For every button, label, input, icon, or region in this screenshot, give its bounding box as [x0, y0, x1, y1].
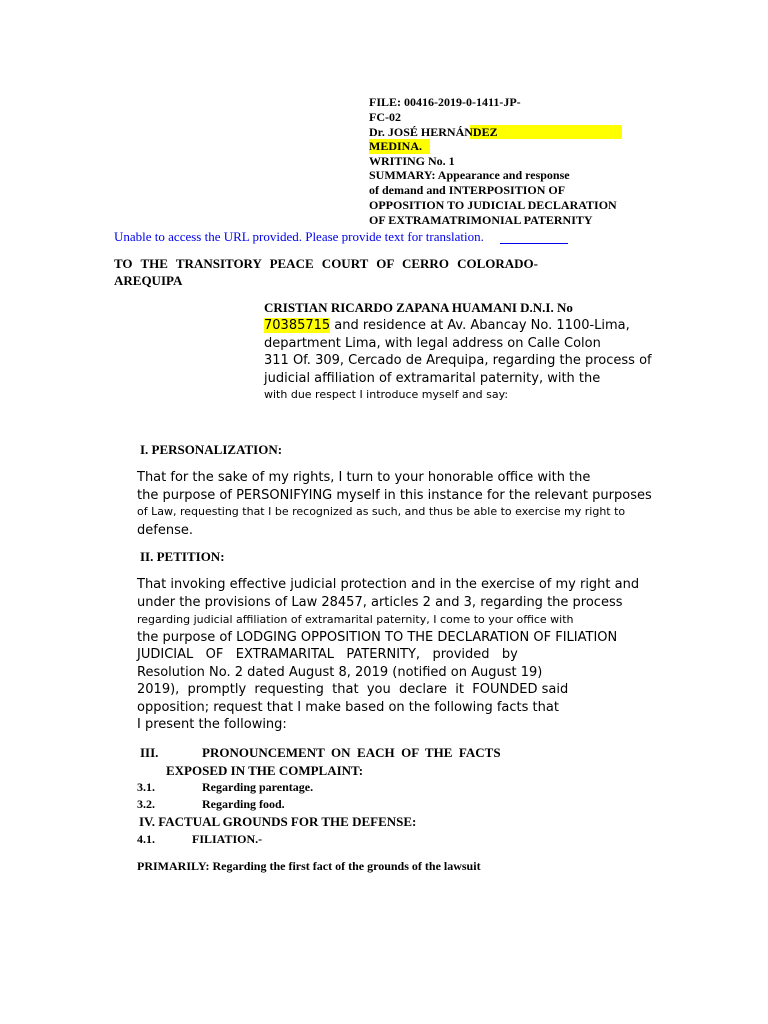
section-1-line3: of Law, requesting that I be recognized as such, and thus be able to exercise my right to — [137, 505, 626, 518]
section-3-item2-label: Regarding food. — [202, 797, 285, 811]
addressee-line1-text: TO THE TRANSITORY PEACE COURT OF CERRO COLORADO- — [114, 256, 538, 271]
intro-line3: 311 Of. 309, Cercado de Arequipa, regarding the process of — [264, 353, 652, 368]
section-2-line6: Resolution No. 2 dated August 8, 2019 (notified on August 19) — [137, 665, 543, 680]
summary-line2: of demand and INTERPOSITION OF — [369, 183, 566, 197]
link-underline — [500, 243, 568, 244]
intro-line2: department Lima, with legal address on Calle Colon — [264, 336, 601, 351]
writing-number: WRITING No. 1 — [369, 154, 455, 168]
summary-line3: OPPOSITION TO JUDICIAL DECLARATION — [369, 198, 617, 212]
summary-line1: SUMMARY: Appearance and response — [369, 168, 570, 182]
section-3-title-line2: EXPOSED IN THE COMPLAINT: — [166, 763, 364, 778]
file-number-line1: FILE: 00416-2019-0-1411-JP- — [369, 95, 521, 109]
section-3-item1-number: 3.1. — [137, 780, 155, 794]
section-4-item-label: FILIATION.- — [192, 832, 263, 846]
section-2-title: II. PETITION: — [140, 549, 225, 564]
section-2-line8: opposition; request that I make based on the following facts that — [137, 700, 559, 715]
primarily-line — [137, 859, 481, 874]
section-3-title-line1: PRONOUNCEMENT ON EACH OF THE FACTS — [202, 745, 501, 760]
section-2-line4: the purpose of LODGING OPPOSITION TO THE DECLARATION OF FILIATION — [137, 630, 618, 645]
dni-number: 70385715 — [264, 318, 331, 333]
judge-name-line2: MEDINA. — [369, 139, 430, 154]
section-4-title: IV. FACTUAL GROUNDS FOR THE DEFENSE: — [139, 814, 417, 829]
section-4-item-number: 4.1. — [137, 832, 155, 846]
judge-name-part1: Dr. JOSÉ HERN — [369, 125, 456, 139]
section-2-line3: regarding judicial affiliation of extramarital paternity, I come to your office with — [137, 613, 574, 626]
intro-line5: with due respect I introduce myself and say: — [264, 388, 509, 401]
judge-name-part2: ÁNDEZ — [455, 125, 498, 139]
intro-line1 — [264, 318, 670, 333]
intro-line4: judicial affiliation of extramarital paternity, with the — [264, 371, 601, 386]
section-2-line1: That invoking effective judicial protection and in the exercise of my right and — [137, 577, 640, 592]
section-1-title: I. PERSONALIZATION: — [140, 442, 283, 457]
section-1-line1: That for the sake of my rights, I turn to your honorable office with the — [137, 470, 591, 485]
section-1-line2: the purpose of PERSONIFYING myself in this instance for the relevant purposes — [137, 488, 652, 503]
section-2-line2: under the provisions of Law 28457, articles 2 and 3, regarding the process — [137, 595, 623, 610]
primarily-text: Regarding the first fact of the grounds of the lawsuit — [209, 859, 481, 873]
addressee-line2: AREQUIPA — [114, 273, 183, 288]
judge-name-line1 — [369, 125, 498, 140]
section-1-line4: defense. — [137, 523, 193, 538]
section-2-line9: I present the following: — [137, 717, 287, 732]
section-3-item1-label: Regarding parentage. — [202, 780, 314, 794]
section-2-line5: JUDICIAL OF EXTRAMARITAL PATERNITY, provided by — [137, 647, 518, 662]
section-2-line7: 2019), promptly requesting that you declare it FOUNDED said — [137, 682, 569, 697]
section-3-number: III. — [140, 745, 159, 760]
summary-line4: OF EXTRAMATRIMONIAL PATERNITY — [369, 213, 593, 227]
error-url-link[interactable]: Unable to access the URL provided. Please provide text for translation. — [114, 229, 484, 244]
section-3-item2-number: 3.2. — [137, 797, 155, 811]
file-number-line2: FC-02 — [369, 110, 401, 124]
addressee-line1 — [114, 256, 538, 272]
intro-line1-rest: and residence at Av. Abancay No. 1100-Lima, — [330, 318, 630, 333]
applicant-name-line: CRISTIAN RICARDO ZAPANA HUAMANI D.N.I. No — [264, 300, 573, 315]
primarily-label: PRIMARILY: — [137, 859, 210, 873]
